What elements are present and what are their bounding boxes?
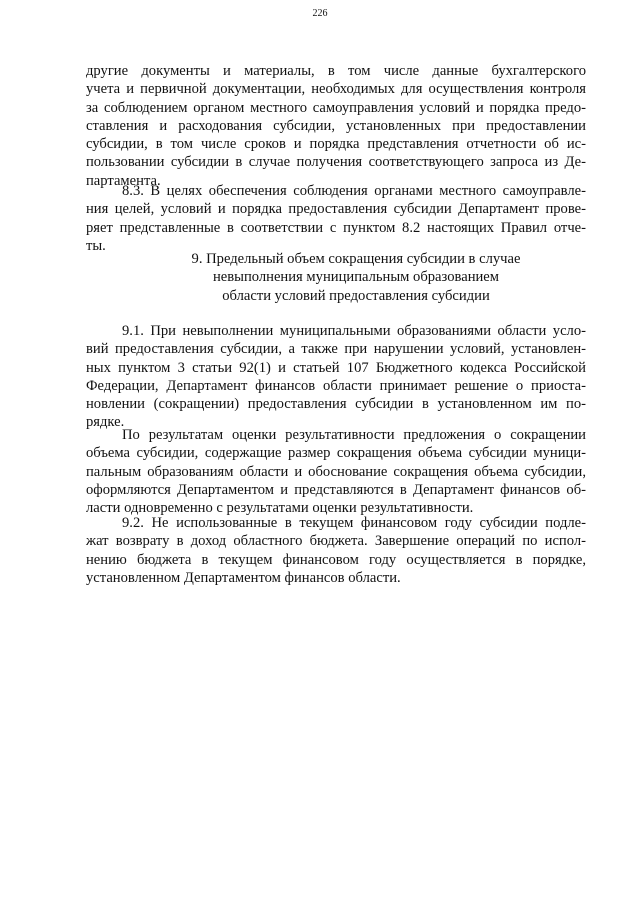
heading-line: области условий предоставления субсидии [222, 287, 490, 304]
text-line: жат возврату в доход областного бюджета. Завершение операций по испол- [86, 533, 586, 550]
text-line: оформляются Департаментом и представляются в Департамент финансов об- [86, 481, 586, 498]
heading-line: 9. Предельный объем сокращения субсидии в случае [191, 251, 521, 267]
text-line: вий предоставления субсидии, а также при нарушении условий, установлен- [86, 341, 586, 358]
text-line: другие документы и материалы, в том числе данные бухгалтерского [86, 63, 586, 79]
page-number: 226 [312, 8, 328, 19]
text-line: Федерации, Департамент финансов области принимает решение о приоста- [86, 377, 586, 394]
heading-line: невыполнения муниципальным образованием [212, 269, 500, 286]
text-line: ставления и расходования субсидии, установленных при предоставлении [86, 117, 586, 134]
text-line: 9.2. Не использованные в текущем финансовом году субсидии подле- [122, 515, 586, 531]
paragraph-8-3 [86, 182, 586, 255]
text-line: ласти одновременно с результатами оценки результативности. [86, 500, 474, 517]
text-line: субсидии, в том числе сроков и порядка представления отчетности об ис- [86, 136, 586, 153]
text-line: новлении (сокращении) предоставления субсидии в установленном им по- [86, 396, 586, 413]
text-line: ты. [86, 237, 106, 254]
text-line: за соблюдением органом местного самоуправления условий и порядка предо- [86, 99, 586, 116]
text-line: ния целей, условий и порядка предоставления субсидии Департамент прове- [86, 201, 586, 218]
text-line: учета и первичной документации, необходимых для осуществления контроля [86, 81, 586, 98]
text-line: ных пунктом 3 статьи 92(1) и статьей 107 Бюджетного кодекса Российской [86, 359, 586, 376]
paragraph-results [86, 426, 586, 517]
text-line: пальным образованиям области и обоснование сокращения объема субсидии, [86, 463, 586, 480]
section-heading [86, 250, 626, 305]
paragraph-9-1 [86, 322, 586, 432]
text-line: нению бюджета в текущем финансовом году осуществляется в порядке, [86, 551, 586, 568]
text-line: партамента. [86, 172, 161, 189]
text-line: 9.1. При невыполнении муниципальными образованиями области усло- [122, 323, 586, 339]
text-line: рядке. [86, 414, 125, 431]
paragraph-continuation [86, 62, 586, 190]
text-line: 8.3. В целях обеспечения соблюдения органами местного самоуправле- [122, 183, 586, 199]
text-line: установленном Департаментом финансов области. [86, 569, 401, 586]
text-line: объема субсидии, содержащие размер сокращения объема субсидии муници- [86, 445, 586, 462]
text-line: ряет представленные в соответствии с пунктом 8.2 настоящих Правил отче- [86, 219, 586, 236]
text-line: пользовании субсидии в случае получения соответствующего запроса из Де- [86, 154, 586, 171]
paragraph-9-2 [86, 514, 586, 587]
text-line: По результатам оценки результативности предложения о сокращении [122, 427, 586, 443]
